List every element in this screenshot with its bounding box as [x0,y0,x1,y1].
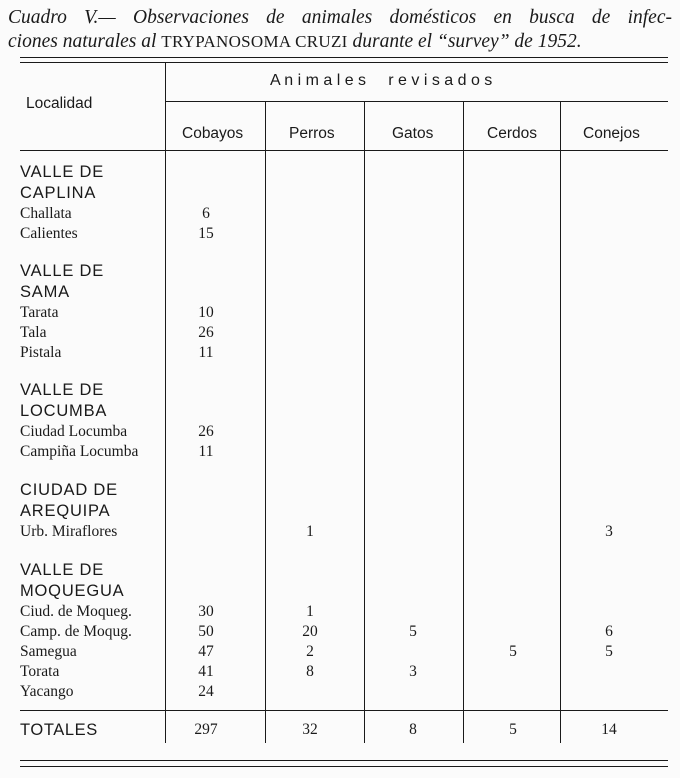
caption-line-1: Cuadro V.— Observaciones de animales domésticos en busca de infec- [8,7,672,28]
group-title: MOQUEGUA [20,582,125,600]
table-cell-cobayos: 26 [198,324,214,341]
locality-name: Challata [20,205,72,222]
table-cell-cobayos: 30 [198,603,214,620]
group-title: AREQUIPA [20,502,111,520]
table-cell-perros: 20 [302,623,318,640]
table-cell-cobayos: 11 [198,443,214,460]
column-divider-1 [165,63,166,743]
table-cell-cobayos: 15 [198,225,214,242]
table-cell-cobayos: 50 [198,623,214,640]
group-title: CAPLINA [20,184,97,202]
table-cell-cobayos: 47 [198,643,214,660]
group-title: VALLE DE [20,561,105,579]
table-cell-cobayos: 24 [198,683,214,700]
table-cell-perros: 8 [306,663,314,680]
column-divider-2 [265,102,266,743]
header-animales-revisados: A n i m a l e s r e v i s a d o s [270,72,493,89]
locality-name: Yacango [20,683,74,700]
total-perros: 32 [302,721,318,738]
table-cell-cobayos: 11 [198,344,214,361]
table-cell-perros: 1 [306,603,314,620]
header-localidad: Localidad [26,95,93,112]
table-cell-cobayos: 26 [198,423,214,440]
header-perros: Perros [289,125,335,142]
column-divider-4 [463,102,464,743]
top-rule-1 [20,57,668,58]
locality-name: Campiña Locumba [20,443,139,460]
table-cell-cobayos: 10 [198,304,214,321]
header-subrule [166,101,668,102]
header-bottom-rule [20,150,668,151]
locality-name: Pistala [20,344,62,361]
table-cell-perros: 2 [306,643,314,660]
caption-line-2 [8,30,672,54]
group-title: VALLE DE [20,381,105,399]
locality-name: Urb. Miraflores [20,523,118,540]
locality-name: Samegua [20,643,77,660]
locality-name: Torata [20,663,60,680]
header-cobayos: Cobayos [182,125,244,142]
locality-name: Camp. de Moqug. [20,623,132,640]
top-rule-2 [20,62,668,63]
table-cell-cerdos: 5 [509,643,517,660]
bottom-rule-1 [20,760,668,761]
caption-line-2-start: ciones naturales al [8,31,162,52]
total-conejos: 14 [601,721,617,738]
table-cell-gatos: 3 [409,663,417,680]
group-title: VALLE DE [20,262,105,280]
column-divider-5 [560,102,561,743]
locality-name: Tarata [20,304,59,321]
table-cell-gatos: 5 [409,623,417,640]
table-cell-conejos: 6 [605,623,613,640]
locality-name: Calientes [20,225,78,242]
group-title: VALLE DE [20,163,105,181]
group-title: SAMA [20,283,70,301]
group-title: LOCUMBA [20,402,108,420]
total-cobayos: 297 [194,721,218,738]
totals-rule [20,710,668,711]
table-caption [8,6,672,54]
header-cerdos: Cerdos [487,125,537,142]
group-title: CIUDAD DE [20,481,118,499]
total-gatos: 8 [409,721,417,738]
table-cell-cobayos: 6 [202,205,210,222]
column-divider-3 [364,102,365,743]
table-cell-conejos: 3 [605,523,613,540]
total-cerdos: 5 [509,721,517,738]
totals-label: TOTALES [20,721,98,739]
table-cell-perros: 1 [306,523,314,540]
bottom-rule-2 [20,766,668,767]
table-cell-cobayos: 41 [198,663,214,680]
header-conejos: Conejos [583,125,640,142]
header-gatos: Gatos [392,125,434,142]
caption-organism: TRYPANOSOMA CRUZI [161,32,348,51]
locality-name: Ciudad Locumba [20,423,128,440]
caption-line-2-end: durante el “survey” de 1952. [347,31,582,52]
locality-name: Ciud. de Moqueg. [20,603,132,620]
table-cell-conejos: 5 [605,643,613,660]
locality-name: Tala [20,324,47,341]
